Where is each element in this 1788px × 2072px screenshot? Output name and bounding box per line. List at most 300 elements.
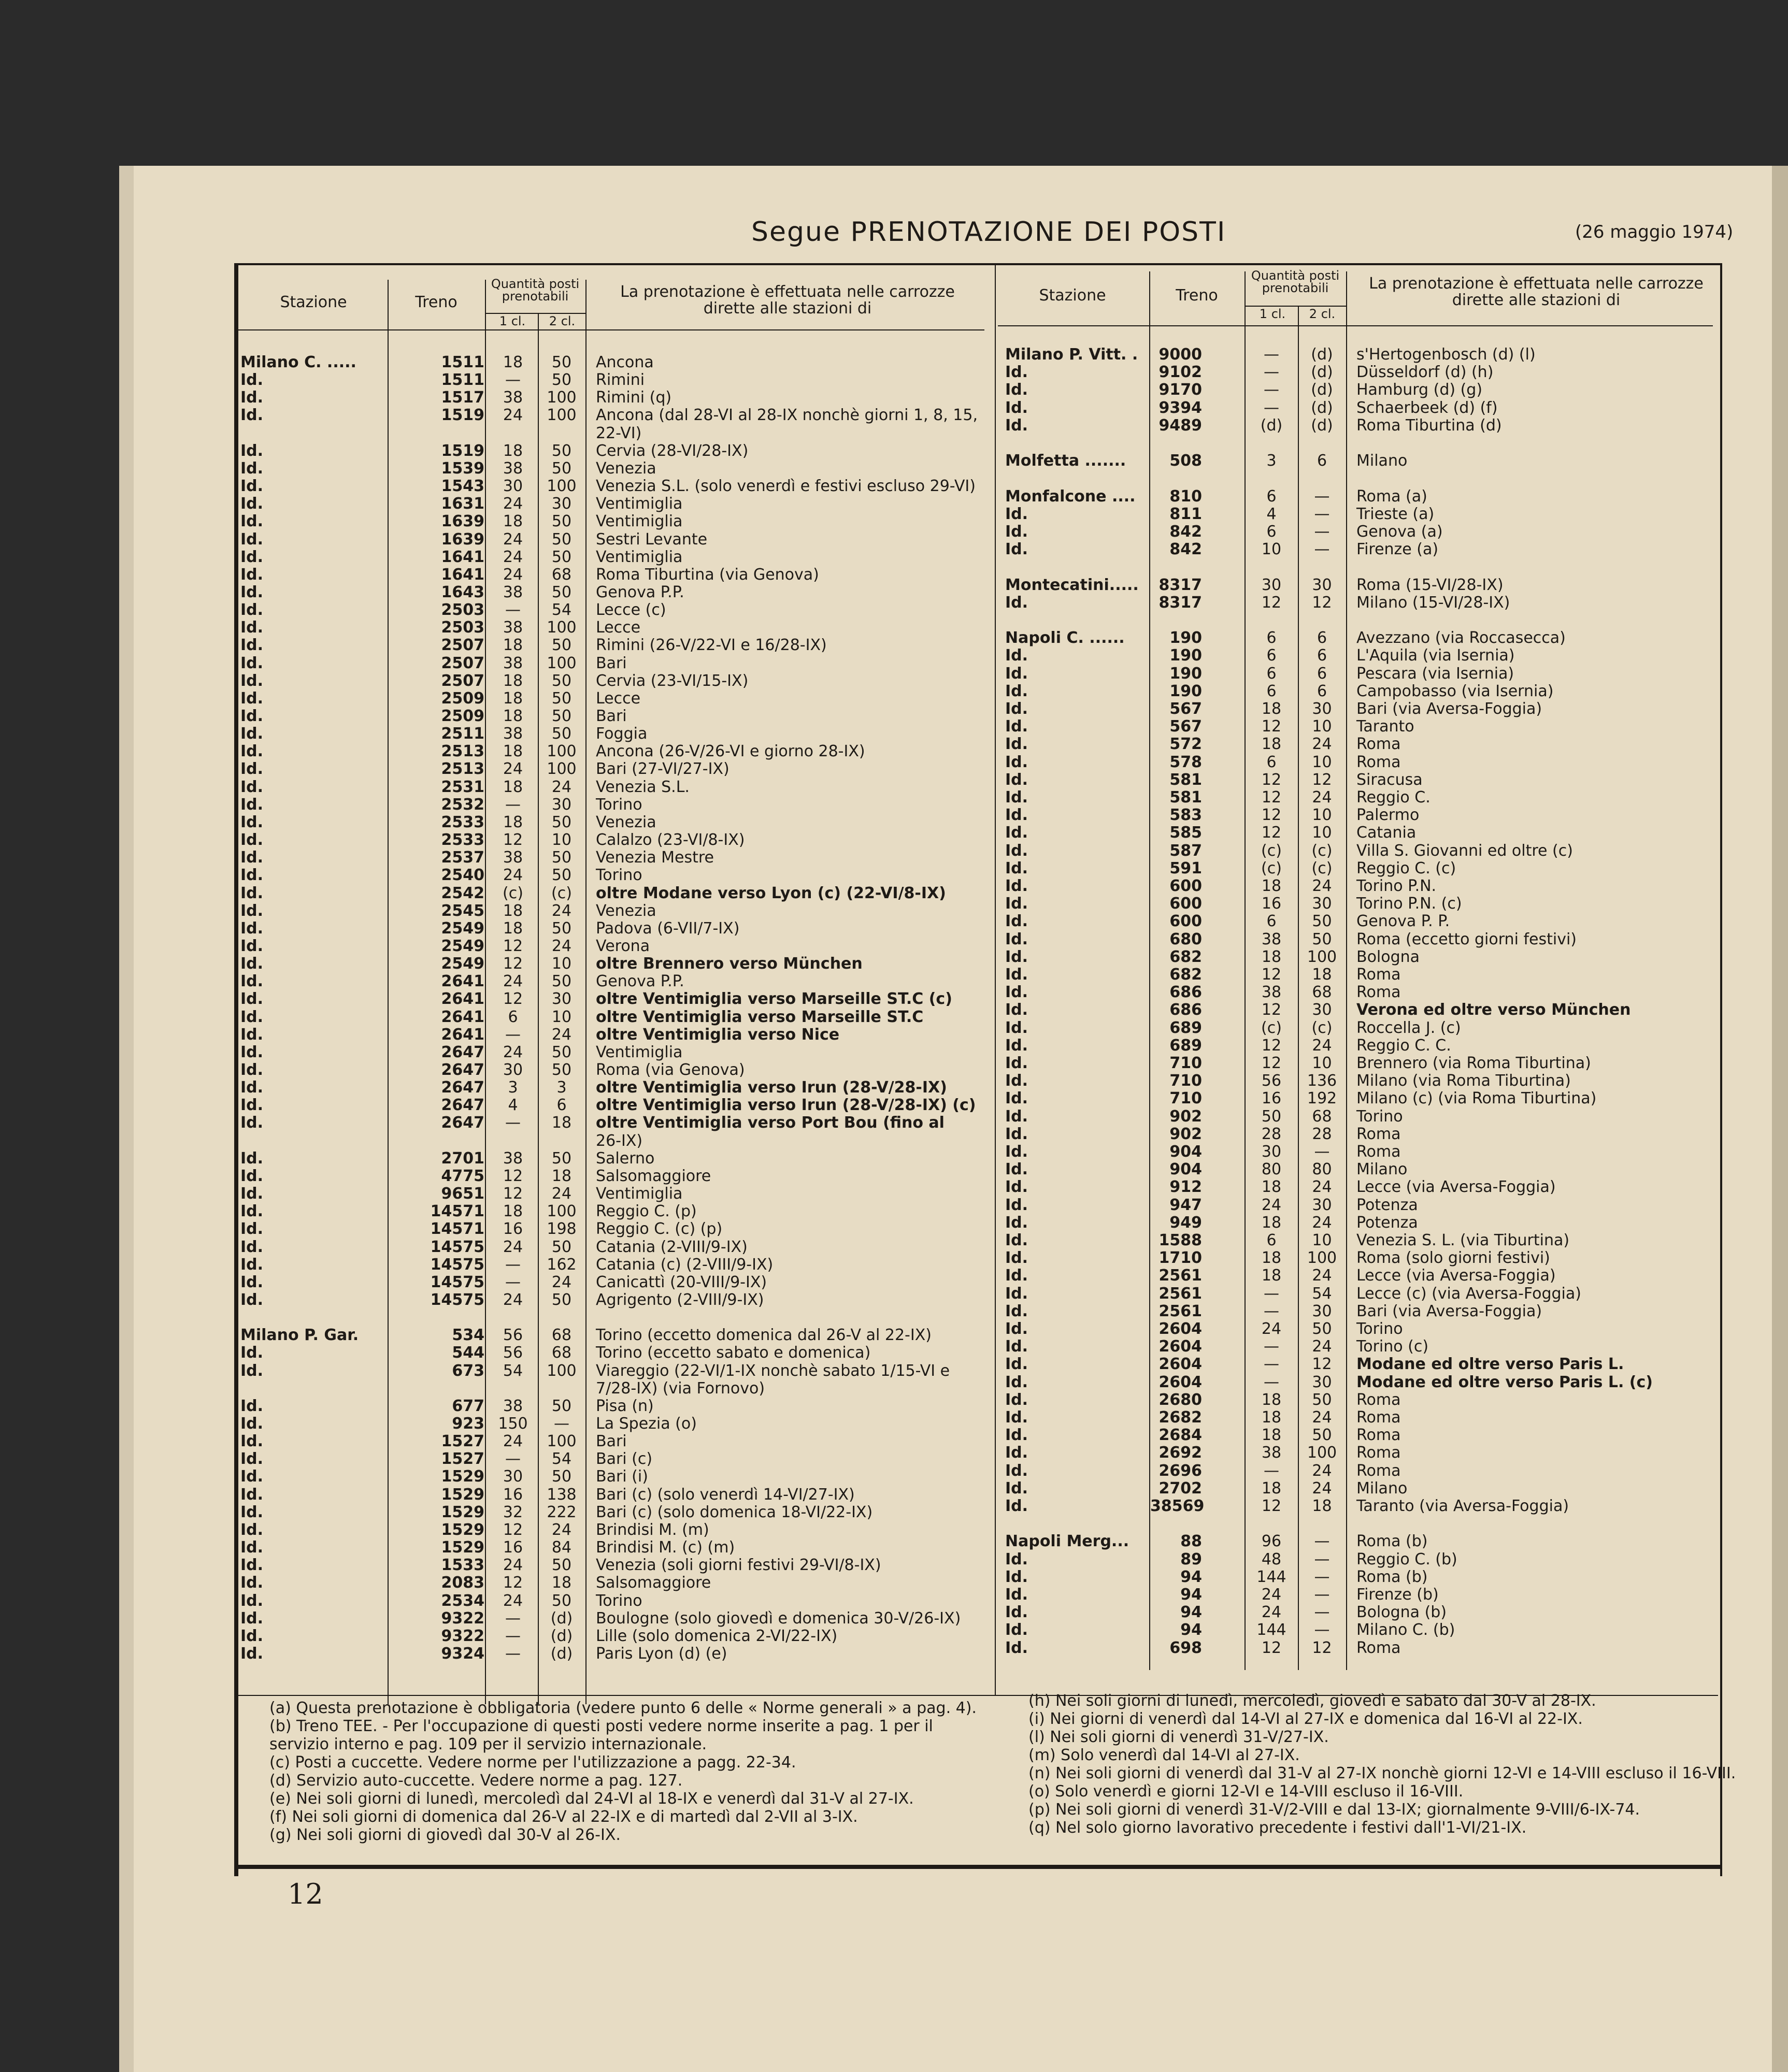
- second-class-cell: 50: [551, 813, 572, 831]
- destination-cell: oltre Ventimiglia verso Marseille ST.C (c): [596, 990, 952, 1009]
- destination-cell: Ventimiglia: [596, 495, 683, 513]
- train-cell: 2511: [441, 725, 484, 743]
- destination-cell: Reggio C. (c) (p): [596, 1220, 723, 1239]
- destination-cell: Brindisi M. (c) (m): [596, 1538, 735, 1557]
- destination-cell: 26-IX): [596, 1131, 643, 1150]
- table-row: [238, 1291, 995, 1309]
- station-cell: Id.: [1005, 824, 1028, 842]
- first-class-cell: 12: [503, 1167, 523, 1185]
- station-cell: Id.: [240, 1043, 264, 1061]
- second-class-cell: 12: [1312, 593, 1332, 612]
- second-class-cell: 84: [551, 1538, 572, 1557]
- train-cell: 1539: [441, 459, 484, 478]
- second-class-cell: 12: [1312, 770, 1332, 789]
- first-class-cell: 56: [503, 1344, 523, 1362]
- second-class-cell: —: [1314, 1143, 1330, 1161]
- first-class-cell: (c): [503, 884, 523, 902]
- second-class-cell: 24: [551, 1185, 572, 1203]
- table-row: [238, 779, 995, 796]
- destination-cell: Agrigento (2-VIII/9-IX): [596, 1290, 764, 1309]
- destination-cell: Milano (15-VI/28-IX): [1356, 593, 1510, 612]
- station-cell: Id.: [240, 1503, 264, 1521]
- first-class-cell: 24: [503, 1556, 523, 1575]
- destination-cell: Milano C. (b): [1356, 1621, 1455, 1639]
- first-class-cell: 12: [1261, 966, 1282, 984]
- train-cell: 14575: [430, 1290, 484, 1309]
- train-cell: 581: [1169, 788, 1202, 807]
- first-class-cell: 12: [503, 1520, 523, 1539]
- table-row: [1000, 346, 1720, 364]
- first-class-cell: 18: [503, 901, 523, 920]
- table-row: [1000, 364, 1720, 381]
- first-class-cell: 6: [1266, 912, 1277, 931]
- second-class-cell: 50: [551, 707, 572, 725]
- table-row: [1000, 1197, 1720, 1214]
- table-row: [238, 1220, 995, 1238]
- left-quantita-rule: [486, 313, 585, 314]
- train-cell: 583: [1169, 806, 1202, 825]
- second-class-cell: (d): [550, 1609, 573, 1628]
- table-row: [1000, 1551, 1720, 1569]
- destination-cell: Lecce (via Aversa-Foggia): [1356, 1267, 1556, 1285]
- first-class-cell: 16: [1261, 1089, 1282, 1108]
- table-row: [238, 1061, 995, 1079]
- train-cell: 923: [452, 1415, 484, 1433]
- train-cell: 600: [1169, 877, 1202, 895]
- second-class-cell: 50: [1312, 1320, 1332, 1338]
- first-class-cell: 12: [503, 937, 523, 955]
- station-cell: Id.: [1005, 1302, 1028, 1320]
- table-row: [1000, 1001, 1720, 1019]
- destination-cell: Siracusa: [1356, 770, 1423, 789]
- destination-cell: Rimini: [596, 371, 645, 390]
- first-class-cell: 18: [1261, 947, 1282, 966]
- destination-cell: Verona ed oltre verso München: [1356, 1001, 1631, 1019]
- first-class-cell: 24: [503, 972, 523, 991]
- second-class-cell: 24: [1312, 1408, 1332, 1427]
- right-header-dest: La prenotazione è effettuata nelle carrozze dirette alle stazioni di: [1369, 275, 1704, 309]
- destination-cell: oltre Ventimiglia verso Irun (28-V/28-IX): [596, 1078, 947, 1097]
- destination-cell: Lecce (via Aversa-Foggia): [1356, 1178, 1556, 1197]
- train-cell: 912: [1169, 1178, 1202, 1197]
- station-cell: Id.: [240, 1238, 264, 1256]
- train-cell: 811: [1169, 505, 1202, 523]
- table-row: [1000, 1444, 1720, 1462]
- footnote: (e) Nei soli giorni di lunedì, mercoledì dal 24-VI al 18-IX e venerdì dal 31-V al 27-IX.: [269, 1790, 914, 1808]
- first-class-cell: 18: [1261, 1178, 1282, 1197]
- station-cell: Id.: [240, 937, 264, 955]
- table-row: [1000, 1533, 1720, 1550]
- train-cell: 1527: [441, 1432, 484, 1451]
- train-cell: 2507: [441, 671, 484, 690]
- table-row: [238, 938, 995, 955]
- first-class-cell: 18: [1261, 1408, 1282, 1427]
- table-row: [238, 601, 995, 619]
- second-class-cell: 80: [1312, 1160, 1332, 1179]
- table-row: [238, 1114, 995, 1132]
- table-row: [1000, 1427, 1720, 1444]
- first-class-cell: 18: [503, 919, 523, 938]
- station-cell: Id.: [1005, 788, 1028, 807]
- station-cell: Id.: [1005, 1638, 1028, 1657]
- second-class-cell: 18: [551, 1114, 572, 1132]
- table-row: [238, 1256, 995, 1274]
- first-class-cell: 12: [1261, 770, 1282, 789]
- second-class-cell: 10: [1312, 1231, 1332, 1249]
- table-row: [238, 1274, 995, 1291]
- station-cell: Id.: [240, 1167, 264, 1185]
- first-class-cell: 38: [503, 583, 523, 601]
- second-class-cell: 6: [556, 1096, 567, 1115]
- second-class-cell: 100: [1307, 1444, 1337, 1462]
- train-cell: 686: [1169, 983, 1202, 1002]
- table-row: [238, 655, 995, 672]
- second-class-cell: 50: [551, 371, 572, 390]
- second-class-cell: 100: [547, 654, 577, 672]
- train-cell: 2542: [441, 884, 484, 902]
- second-class-cell: 136: [1307, 1072, 1337, 1090]
- destination-cell: Potenza: [1356, 1196, 1418, 1214]
- table-row: [238, 1645, 995, 1663]
- train-cell: 9322: [441, 1627, 484, 1645]
- footnote: (i) Nei giorni di venerdì dal 14-VI al 27-IX e domenica dal 16-VI al 22-IX.: [1028, 1710, 1583, 1728]
- table-row: [238, 1539, 995, 1557]
- first-class-cell: 24: [503, 1290, 523, 1309]
- second-class-cell: 24: [551, 1273, 572, 1291]
- train-cell: 2561: [1158, 1284, 1202, 1303]
- table-row: [1000, 1090, 1720, 1107]
- station-cell: Id.: [240, 1255, 264, 1274]
- first-class-cell: 38: [1261, 983, 1282, 1002]
- table-row: [1000, 399, 1720, 417]
- table-row: [238, 1362, 995, 1380]
- station-cell: Id.: [240, 1361, 264, 1380]
- right-header-cl2: 2 cl.: [1309, 307, 1336, 321]
- train-cell: 2702: [1158, 1479, 1202, 1498]
- second-class-cell: 50: [551, 441, 572, 460]
- second-class-cell: 50: [551, 1467, 572, 1486]
- second-class-cell: 6: [1317, 664, 1327, 683]
- destination-cell: Roma: [1356, 1444, 1401, 1462]
- station-cell: Id.: [1005, 947, 1028, 966]
- table-row: [238, 1168, 995, 1185]
- station-cell: Id.: [1005, 806, 1028, 825]
- first-class-cell: —: [505, 1025, 521, 1044]
- destination-cell: Salerno: [596, 1149, 655, 1168]
- station-cell: Id.: [240, 1467, 264, 1486]
- first-class-cell: (c): [1261, 1018, 1282, 1037]
- first-class-cell: 12: [503, 955, 523, 973]
- page-title: Segue PRENOTAZIONE DEI POSTI: [751, 217, 1226, 248]
- destination-cell: Lecce: [596, 618, 641, 637]
- page-number: 12: [288, 1878, 323, 1910]
- second-class-cell: 18: [551, 1574, 572, 1592]
- station-cell: Id.: [240, 1538, 264, 1557]
- destination-cell: Torino P.N.: [1356, 877, 1437, 895]
- table-row: [238, 354, 995, 371]
- destination-cell: Bari: [596, 1432, 627, 1451]
- table-row: [1000, 1214, 1720, 1232]
- table-row: [1000, 381, 1720, 399]
- table-row: [238, 1044, 995, 1061]
- footnote: (b) Treno TEE. - Per l'occupazione di questi posti vedere norme inserite a pag. 1 per il: [269, 1717, 933, 1735]
- train-cell: 2513: [441, 742, 484, 761]
- first-class-cell: 6: [1266, 523, 1277, 541]
- train-cell: 94: [1180, 1586, 1202, 1604]
- destination-cell: Ancona: [596, 353, 654, 371]
- station-cell: Id.: [240, 955, 264, 973]
- table-row: [238, 1521, 995, 1539]
- first-class-cell: 38: [503, 654, 523, 672]
- second-class-cell: 50: [551, 671, 572, 690]
- first-class-cell: 24: [503, 1043, 523, 1061]
- table-row: [1000, 1498, 1720, 1515]
- train-cell: 682: [1169, 947, 1202, 966]
- second-class-cell: —: [1314, 1567, 1330, 1586]
- second-class-cell: (d): [1311, 416, 1333, 435]
- second-class-cell: 68: [551, 1326, 572, 1345]
- station-cell: Id.: [240, 565, 264, 584]
- station-cell: Id.: [240, 689, 264, 708]
- first-class-cell: 18: [503, 512, 523, 531]
- destination-cell: Bologna (b): [1356, 1603, 1447, 1622]
- destination-cell: Catania (c) (2-VIII/9-IX): [596, 1255, 774, 1274]
- destination-cell: Torino (c): [1356, 1337, 1429, 1356]
- second-class-cell: 50: [551, 530, 572, 549]
- page-left-edge: [119, 166, 134, 2072]
- first-class-cell: 6: [1266, 664, 1277, 683]
- first-class-cell: —: [505, 1627, 521, 1645]
- station-cell: Id.: [1005, 664, 1028, 683]
- table-row: [238, 1344, 995, 1362]
- destination-cell: Rimini (q): [596, 388, 672, 407]
- station-cell: Id.: [1005, 1603, 1028, 1622]
- table-row: [238, 1415, 995, 1433]
- first-class-cell: 24: [1261, 1320, 1282, 1338]
- station-cell: Id.: [1005, 1072, 1028, 1090]
- station-cell: Id.: [1005, 1196, 1028, 1214]
- destination-cell: Reggio C. (p): [596, 1202, 697, 1221]
- destination-cell: Bari (via Aversa-Foggia): [1356, 700, 1542, 718]
- destination-cell: oltre Brennero verso München: [596, 955, 863, 973]
- table-row: [238, 1574, 995, 1592]
- train-cell: 585: [1169, 824, 1202, 842]
- train-cell: 89: [1180, 1550, 1202, 1569]
- station-cell: Id.: [1005, 363, 1028, 382]
- destination-cell: Pescara (via Isernia): [1356, 664, 1514, 683]
- station-cell: Id.: [240, 1556, 264, 1575]
- destination-cell: Roma: [1356, 1461, 1401, 1480]
- train-cell: 587: [1169, 841, 1202, 860]
- first-class-cell: 12: [1261, 1497, 1282, 1515]
- second-class-cell: 100: [547, 1432, 577, 1451]
- destination-cell: oltre Modane verso Lyon (c) (22-VI/8-IX): [596, 884, 946, 902]
- destination-cell: Roma Tiburtina (d): [1356, 416, 1502, 435]
- footnote: (p) Nei soli giorni di venerdì 31-V/2-VIII e dal 13-IX; giornalmente 9-VIII/6-IX-74.: [1028, 1801, 1640, 1819]
- table-row: [1000, 523, 1720, 541]
- train-cell: 1639: [441, 512, 484, 531]
- station-cell: Id.: [240, 778, 264, 796]
- train-cell: 2540: [441, 866, 484, 885]
- destination-cell: Venezia: [596, 901, 656, 920]
- first-class-cell: 16: [503, 1538, 523, 1557]
- destination-cell: Potenza: [1356, 1213, 1418, 1232]
- second-class-cell: 50: [551, 848, 572, 867]
- destination-cell: Torino (eccetto sabato e domenica): [596, 1344, 871, 1362]
- second-class-cell: 18: [551, 1167, 572, 1185]
- first-class-cell: 12: [1261, 1036, 1282, 1055]
- table-row: [238, 1097, 995, 1114]
- table-row: [238, 1504, 995, 1521]
- first-class-cell: 144: [1256, 1621, 1286, 1639]
- right-header-cl1: 1 cl.: [1259, 307, 1286, 321]
- destination-cell: Modane ed oltre verso Paris L.: [1356, 1355, 1624, 1374]
- first-class-cell: 24: [503, 1238, 523, 1256]
- station-cell: Id.: [1005, 1355, 1028, 1374]
- destination-cell: Roma (b): [1356, 1567, 1428, 1586]
- destination-cell: Roma: [1356, 1426, 1401, 1445]
- second-class-cell: 54: [551, 1450, 572, 1469]
- destination-cell: Roma: [1356, 983, 1401, 1002]
- table-row: [1000, 452, 1720, 470]
- train-cell: 2647: [441, 1114, 484, 1132]
- destination-cell: Roma: [1356, 1638, 1401, 1657]
- destination-cell: L'Aquila (via Isernia): [1356, 646, 1515, 665]
- destination-cell: Pisa (n): [596, 1397, 654, 1415]
- train-cell: 2531: [441, 778, 484, 796]
- table-row: [1000, 1143, 1720, 1161]
- train-cell: 2507: [441, 636, 484, 655]
- second-class-cell: 50: [551, 1061, 572, 1079]
- train-cell: 2641: [441, 972, 484, 991]
- table-row: [238, 1592, 995, 1610]
- destination-cell: Foggia: [596, 725, 648, 743]
- table-row: [238, 619, 995, 637]
- train-cell: 2647: [441, 1043, 484, 1061]
- second-class-cell: 50: [1312, 912, 1332, 931]
- destination-cell: Firenze (a): [1356, 540, 1439, 559]
- second-class-cell: 30: [1312, 575, 1332, 594]
- footnote: (c) Posti a cuccette. Vedere norme per l'utilizzazione a pagg. 22-34.: [269, 1753, 796, 1772]
- table-row: [1000, 470, 1720, 487]
- second-class-cell: 54: [551, 601, 572, 620]
- second-class-cell: 54: [1312, 1284, 1332, 1303]
- station-cell: Id.: [240, 1096, 264, 1115]
- second-class-cell: 24: [1312, 735, 1332, 754]
- second-class-cell: 18: [1312, 966, 1332, 984]
- destination-cell: Milano (c) (via Roma Tiburtina): [1356, 1089, 1597, 1108]
- station-cell: Id.: [240, 1627, 264, 1645]
- table-row: [1000, 771, 1720, 789]
- table-row: [1000, 1586, 1720, 1604]
- station-cell: Id.: [240, 1644, 264, 1663]
- first-class-cell: 30: [503, 477, 523, 496]
- first-class-cell: 18: [503, 813, 523, 831]
- destination-cell: Roma: [1356, 1390, 1401, 1409]
- station-cell: Id.: [240, 388, 264, 407]
- first-class-cell: —: [505, 1114, 521, 1132]
- train-cell: 94: [1180, 1603, 1202, 1622]
- first-class-cell: —: [1264, 1302, 1279, 1320]
- train-cell: 2503: [441, 601, 484, 620]
- second-class-cell: 162: [547, 1255, 577, 1274]
- train-cell: 1511: [441, 353, 484, 371]
- left-header-stazione: Stazione: [280, 293, 347, 311]
- destination-cell: Canicattì (20-VIII/9-IX): [596, 1273, 767, 1291]
- first-class-cell: 38: [503, 1149, 523, 1168]
- station-cell: Id.: [1005, 1249, 1028, 1268]
- train-cell: 1533: [441, 1556, 484, 1575]
- first-class-cell: 18: [1261, 1390, 1282, 1409]
- table-row: [1000, 558, 1720, 576]
- station-cell: Id.: [240, 671, 264, 690]
- station-cell: Id.: [240, 371, 264, 390]
- destination-cell: Lille (solo domenica 2-VI/22-IX): [596, 1627, 838, 1645]
- station-cell: Id.: [240, 795, 264, 814]
- second-class-cell: (d): [550, 1627, 573, 1645]
- first-class-cell: —: [1264, 1337, 1279, 1356]
- second-class-cell: 10: [551, 1008, 572, 1026]
- destination-cell: Schaerbeek (d) (f): [1356, 398, 1498, 417]
- first-class-cell: 24: [503, 1591, 523, 1610]
- page-date: (26 maggio 1974): [1575, 222, 1734, 242]
- first-class-cell: 12: [503, 990, 523, 1009]
- station-cell: Id.: [1005, 877, 1028, 895]
- train-cell: 2604: [1158, 1373, 1202, 1391]
- second-class-cell: 222: [547, 1503, 577, 1521]
- station-cell: Id.: [1005, 1426, 1028, 1445]
- destination-cell: Modane ed oltre verso Paris L. (c): [1356, 1373, 1653, 1391]
- page-right-edge: [1772, 166, 1788, 2072]
- second-class-cell: 50: [551, 1591, 572, 1610]
- second-class-cell: 24: [551, 937, 572, 955]
- table-row: [1000, 1639, 1720, 1657]
- station-cell: Id.: [1005, 1497, 1028, 1515]
- destination-cell: Cervia (23-VI/15-IX): [596, 671, 749, 690]
- destination-cell: Venezia S.L. (solo venerdì e festivi escluso 29-VI): [596, 477, 976, 496]
- station-cell: Id.: [1005, 1284, 1028, 1303]
- table-row: [238, 460, 995, 478]
- station-cell: Id.: [240, 601, 264, 620]
- destination-cell: Bari (via Aversa-Foggia): [1356, 1302, 1542, 1320]
- table-row: [238, 902, 995, 920]
- station-cell: Id.: [240, 1432, 264, 1451]
- train-cell: 2537: [441, 848, 484, 867]
- footnote: (n) Nei soli giorni di venerdì dal 31-V al 27-IX nonchè giorni 12-VI e 14-VIII escluso il 16-VIII.: [1028, 1764, 1736, 1782]
- station-cell: Id.: [240, 1202, 264, 1221]
- destination-cell: Venezia: [596, 459, 656, 478]
- second-class-cell: 10: [551, 955, 572, 973]
- table-row: [1000, 1480, 1720, 1498]
- table-row: [238, 831, 995, 849]
- second-class-cell: 12: [1312, 1355, 1332, 1374]
- destination-cell: Padova (6-VII/7-IX): [596, 919, 740, 938]
- table-row: [238, 1239, 995, 1256]
- station-cell: Id.: [1005, 1390, 1028, 1409]
- second-class-cell: —: [554, 1415, 569, 1433]
- first-class-cell: 12: [1261, 1001, 1282, 1019]
- train-cell: 1529: [441, 1520, 484, 1539]
- table-row: [238, 920, 995, 938]
- station-cell: Id.: [1005, 523, 1028, 541]
- first-class-cell: —: [505, 601, 521, 620]
- first-class-cell: 96: [1261, 1532, 1282, 1551]
- table-row: [1000, 1374, 1720, 1391]
- footnote: (f) Nei soli giorni di domenica dal 26-V al 22-IX e di martedì dal 2-VII al 3-IX.: [269, 1808, 858, 1826]
- table-row: [1000, 1249, 1720, 1267]
- station-cell: Id.: [1005, 381, 1028, 399]
- train-cell: 572: [1169, 735, 1202, 754]
